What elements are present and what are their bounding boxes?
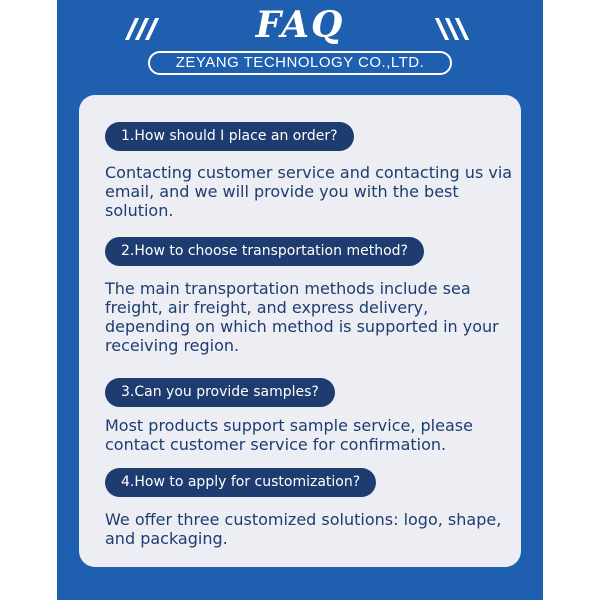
faq-question-2: 2.How to choose transportation method?	[105, 237, 424, 266]
company-name-badge: ZEYANG TECHNOLOGY CO.,LTD.	[148, 51, 452, 75]
faq-question-4: 4.How to apply for customization?	[105, 468, 376, 497]
faq-answer-2: The main transportation methods include sea freight, air freight, and express delivery, depending on which method is supported in your receiving region.	[105, 279, 499, 355]
faq-answer-1: Contacting customer service and contacting us via email, and we will provide you with the best solution.	[105, 163, 513, 220]
page-title: FAQ	[255, 4, 345, 46]
decorative-slashes-right-icon	[436, 18, 476, 42]
faq-answer-4: We offer three customized solutions: logo, shape, and packaging.	[105, 510, 502, 548]
faq-answer-3: Most products support sample service, please contact customer service for confirmation.	[105, 416, 473, 454]
faq-question-3: 3.Can you provide samples?	[105, 378, 335, 407]
faq-question-1: 1.How should I place an order?	[105, 122, 354, 151]
